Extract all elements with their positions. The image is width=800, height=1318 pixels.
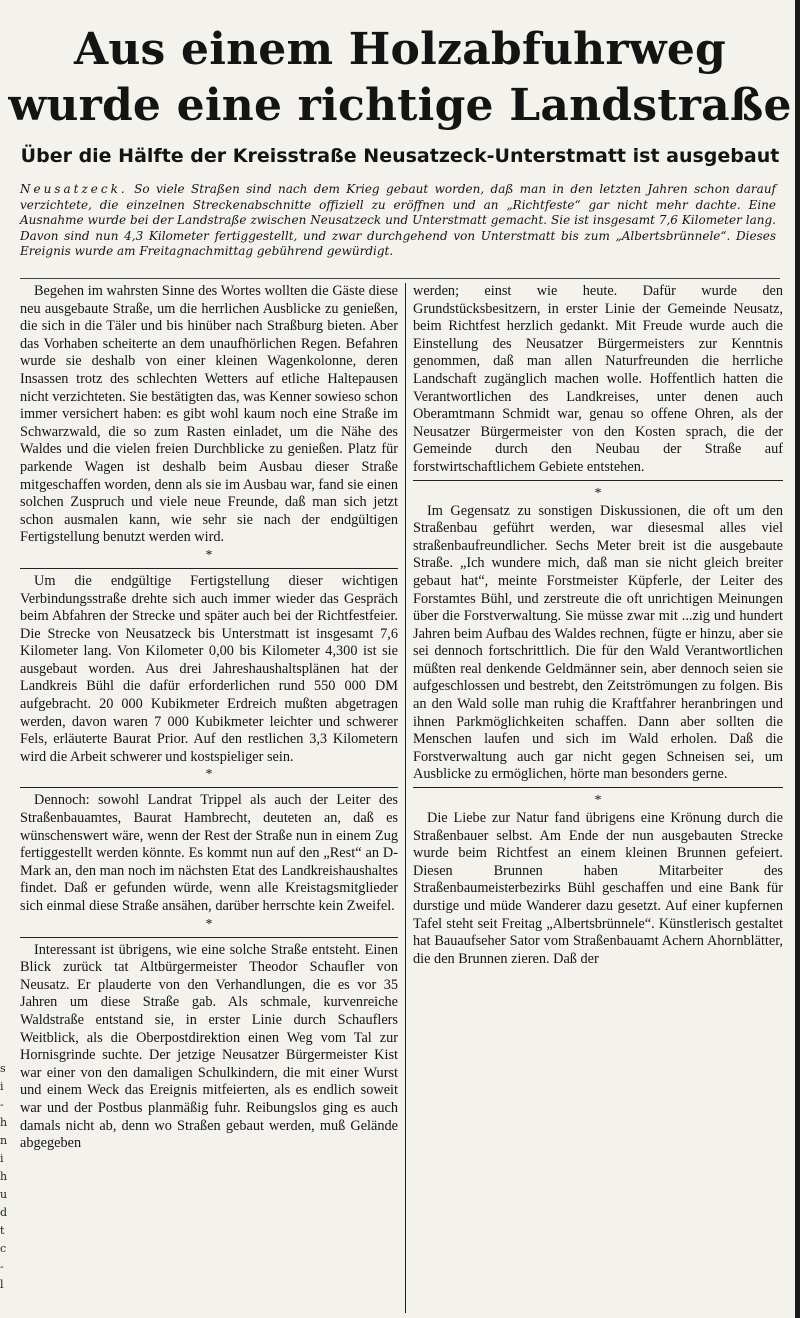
paragraph: Interessant ist übrigens, wie eine solche Straße entsteht. Einen Blick zurück tat Altbürgermeister Theodor Schaufler von Neusatz. Er plauderte von den Verhandlungen, die es vor 35 Jahren um diese Straße gab. Als schmale, kurvenreiche Waldstraße entstand sie, in erster Linie durch Schauflers Weitblick, als die Oberpostdirektion einen Weg vom Tal zur Hornisgrinde suchte. Der jetzige Neusatzer Bürgermeister Kist war einer von den damaligen Schulkindern, die mit einer Wurst und einem Weck das Ereignis mitfeierten, als es endlich soweit war und der Postbus planmäßig fuhr. Reibungslos ging es auch damals nicht ab, denn wo Straßen gebaut werden, muß Gelände abgegeben <box>20 941 398 1152</box>
margin-fragment: d <box>0 1206 8 1219</box>
section-separator: * <box>205 767 213 783</box>
section-rule <box>20 568 398 569</box>
section-rule <box>20 937 398 938</box>
margin-fragment: h <box>0 1170 8 1183</box>
subheadline: Über die Hälfte der Kreisstraße Neusatzeck-Unterstmatt ist ausgebaut <box>20 145 780 167</box>
page-edge-shadow <box>795 0 800 1318</box>
margin-fragment: i <box>0 1080 4 1093</box>
section-rule <box>20 787 398 788</box>
lead-dateline: Neusatzeck. <box>20 182 128 196</box>
lead-divider <box>20 278 780 279</box>
section-separator: * <box>205 916 213 932</box>
left-margin-fragments <box>0 1060 6 1300</box>
margin-fragment: n <box>0 1134 8 1147</box>
article-column-right <box>413 283 783 968</box>
lead-text: So viele Straßen sind nach dem Krieg gebaut worden, daß man in den letzten Jahren schon darauf verzichtete, die einzelnen Streckenabschnitte offiziell zu eröffnen und an „Richtfeste“ gar nicht mehr dachte. Eine Ausnahme wurde bei der Landstraße zwischen Neusatzeck und Unterstmatt gemacht. Sie ist insgesamt 7,6 Kilometer lang. Davon sind nun 4,3 Kilometer fertiggestellt, und zwar durchgehend von Unterstmatt bis zum „Albertsbrünnele“. Dieses Ereignis wurde am Freitagnachmittag gebührend gewürdigt. <box>20 182 776 258</box>
margin-fragment: i <box>0 1152 4 1165</box>
section-separator: * <box>594 485 602 501</box>
column-divider <box>405 283 406 1313</box>
section-rule <box>413 480 783 481</box>
margin-fragment: - <box>0 1098 4 1111</box>
margin-fragment: l <box>0 1278 4 1291</box>
paragraph: Die Liebe zur Natur fand übrigens eine Krönung durch die Straßenbauer selbst. Am Ende der nun ausgebauten Strecke wurde beim Richtfest an einem kleinen Brunnen gefeiert. Diesen Brunnen haben Mitarbeiter des Straßenbaumeisterbezirks Bühl geschaffen und eine Bank für durstige und müde Wanderer dazu gesetzt. Auf einer kupfernen Tafel steht seit Freitag „Albertsbrünnele“. Künstlerisch gestaltet hat Bauaufseher Sator vom Straßenbauamt Achern Ahornblätter, die den Brunnen zieren. Daß der <box>413 810 783 967</box>
margin-fragment: s <box>0 1062 6 1075</box>
headline-line-2: wurde eine richtige Landstraße <box>8 80 792 131</box>
paragraph: werden; einst wie heute. Dafür wurde den Grundstücksbesitzern, in erster Linie der Gemeinde Neusatz, beim Richtfest herzlich gedankt. Mit Freude wurde auch die Einstellung des Neusatzer Bürgermeisters zur Kenntnis genommen, daß man allen Naturfreunden die herrliche Landschaft zugänglich machen wolle. Hoffentlich hatten die Verantwortlichen des Landkreises, unter denen auch Oberamtmann Schmidt war, genau so offene Ohren, als der Neusatzer Bürgermeister von den Kosten sprach, die der Gemeinde durch den Neubau der Straße auf forstwirtschaftlichem Gebiete entstehen. <box>413 283 783 475</box>
margin-fragment: - <box>0 1260 4 1273</box>
section-separator: * <box>205 547 213 563</box>
paragraph: Um die endgültige Fertigstellung dieser wichtigen Verbindungsstraße drehte sich auch immer wieder das Gespräch beim Abfahren der Strecke und später auch bei der Richtfestfeier. Die Strecke von Neusatzeck bis Unterstmatt ist insgesamt 7,6 Kilometer lang. Von Kilometer 0,00 bis Kilometer 4,300 ist sie ausgebaut worden. Aus drei Jahreshaushaltsplänen hat der Landkreis Bühl die dafür erforderlichen rund 550 000 DM aufgebracht. 20 000 Kubikmeter Erdreich mußten abgetragen werden, davon waren 7 000 Kubikmeter leichter und schwerer Fels, erläuterte Baurat Prior. Auf den restlichen 3,3 Kilometern wird die Arbeit schwerer und kostspieliger sein. <box>20 572 398 765</box>
margin-fragment: c <box>0 1242 7 1255</box>
paragraph: Im Gegensatz zu sonstigen Diskussionen, die oft um den Straßenbau geführt werden, war diesesmal alles viel straßenbaufreundlicher. Sechs Meter breit ist die ausgebaute Straße. „Ich wundere mich, daß man sie nicht gleich breiter gebaut hat“, meinte Forstmeister Küpferle, der Leiter des Forstamtes Bühl, und zerstreute die oft unrichtigen Meinungen über die Forstverwaltung. Sie müsse zwar mit ...zig und hundert Jahren beim Aufbau des Waldes rechnen, fügte er hinzu, aber sie sei dennoch fortschrittlich. Die für den Wald Verantwortlichen müßten real denkende Geldmänner sein, aber dennoch seien sie aufgeschlossen und bestrebt, den Zeitströmungen zu folgen. Bis an den Wald solle man ruhig die Kraftfahrer heranbringen und ihnen Parkmöglichkeiten schaffen. Dann aber sollten die Menschen laufen und sich im Wald erholen. Daß die Forstverwaltung auch gar nicht gegen Schneisen sei, um Ausblicke zu ermöglichen, hörte man besonders gerne. <box>413 502 783 783</box>
paragraph: Begehen im wahrsten Sinne des Wortes wollten die Gäste diese neu ausgebaute Straße, um die herrlichen Ausblicke zu genießen, die sich in die Täler und bis hinüber nach Straßburg bieten. Aber das Vorhaben scheiterte an dem unaufhörlichen Regen. Befahren wurde sie deshalb von einer kleinen Wagenkolonne, deren Insassen trotz des schlechten Wetters auf etliche Haltepausen nicht verzichteten. Sie bestätigten das, was Kenner sowieso schon immer versichert haben: es gibt wohl kaum noch eine Straße im Schwarzwald, die so zum Rasten einladet, um die Nähe des Waldes und die vielen freien Durchblicke zu genießen. Platz für parkende Wagen ist deshalb beim Ausbau dieser Straße mitgeschaffen worden, denn als sie im Ausbau war, fand sie einen solchen Zuspruch und viele neue Freunde, daß man sich jetzt schon ausmalen kann, wie sehr sie nach der endgültigen Fertigstellung benutzt werden wird. <box>20 283 398 546</box>
article-column-left <box>20 283 398 1153</box>
lead-paragraph <box>20 182 776 260</box>
headline <box>8 22 792 134</box>
margin-fragment: u <box>0 1188 8 1201</box>
paragraph: Dennoch: sowohl Landrat Trippel als auch der Leiter des Straßenbauamtes, Baurat Hambrecht, deuteten an, daß es wünschenswert wäre, wenn der Rest der Straße nun in einem Zug fertiggestellt werden könnte. Es kommt nun auf den „Rest“ an D-Mark an, den man noch im nächsten Etat des Landkreishaushaltes findet. Daß er gefunden würde, wenn alle Kreistagsmitglieder sich einmal diese Straße ansähen, darüber herrschte kein Zweifel. <box>20 792 398 914</box>
section-rule <box>413 787 783 788</box>
margin-fragment: h <box>0 1116 8 1129</box>
section-separator: * <box>594 793 602 809</box>
headline-line-1: Aus einem Holzabfuhrweg <box>73 24 726 75</box>
margin-fragment: t <box>0 1224 5 1237</box>
